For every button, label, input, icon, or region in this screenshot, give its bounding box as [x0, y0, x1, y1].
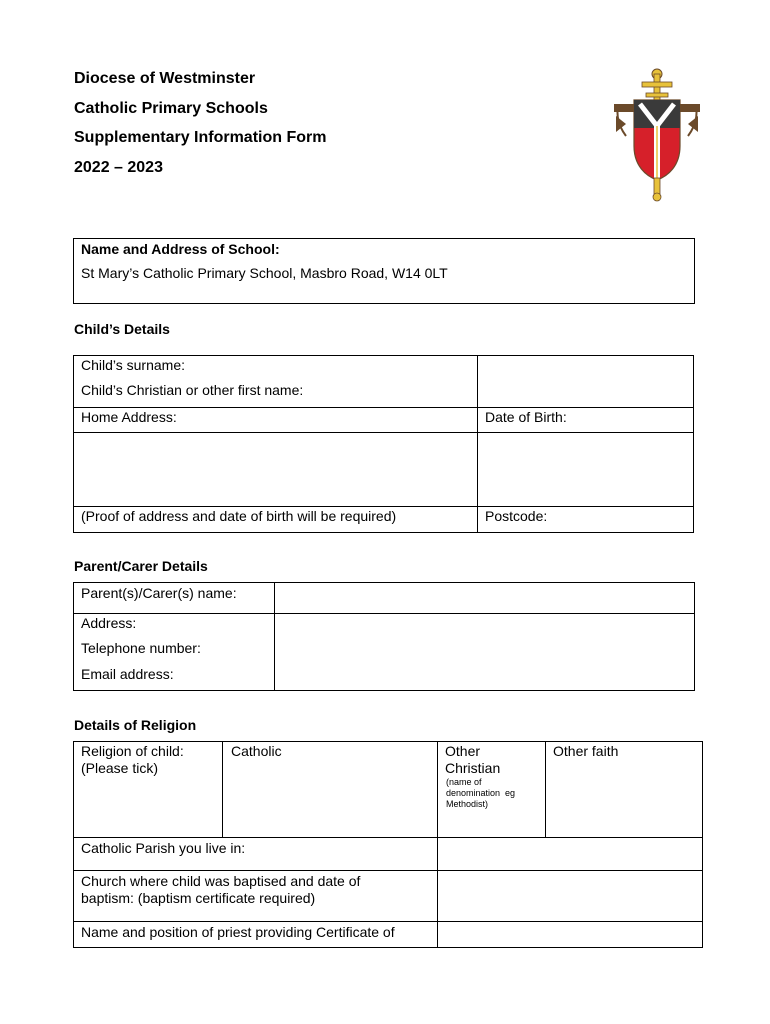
parent-telephone-label: Telephone number: [81, 640, 201, 656]
other-christian-note-2: denomination eg [446, 788, 516, 798]
parent-address-label: Address: [81, 615, 137, 631]
baptism-label-2: baptism: (baptism certificate required) [81, 890, 316, 906]
school-label: Name and Address of School: [81, 241, 280, 257]
postcode-label: Postcode: [485, 508, 548, 524]
parish-label: Catholic Parish you live in: [81, 840, 246, 856]
religion-tick-note: (Please tick) [81, 760, 159, 776]
school-value: St Mary’s Catholic Primary School, Masbro Road, W14 0LT [81, 265, 448, 281]
other-christian-note-3: Methodist) [446, 799, 489, 809]
parent-name-label: Parent(s)/Carer(s) name: [81, 585, 237, 601]
religion-section-title: Details of Religion [74, 717, 197, 733]
catholic-label: Catholic [231, 743, 282, 759]
dob-label: Date of Birth: [485, 409, 567, 425]
title-schools: Catholic Primary Schools [74, 100, 268, 117]
child-first-name-label: Child’s Christian or other first name: [81, 382, 304, 398]
diocese-crest-icon [612, 66, 702, 204]
other-christian-label-2: Christian [445, 760, 501, 776]
other-christian-note-1: (name of [446, 777, 482, 787]
title-form: Supplementary Information Form [74, 129, 327, 146]
priest-label: Name and position of priest providing Certificate of [81, 924, 395, 940]
baptism-label-1: Church where child was baptised and date of [81, 873, 361, 889]
other-christian-label-1: Other [445, 743, 481, 759]
proof-note: (Proof of address and date of birth will be required) [81, 508, 397, 524]
other-faith-label: Other faith [553, 743, 619, 759]
parent-section-title: Parent/Carer Details [74, 558, 208, 574]
parent-email-label: Email address: [81, 666, 174, 682]
title-year: 2022 – 2023 [74, 159, 163, 176]
child-surname-label: Child’s surname: [81, 357, 186, 373]
child-section-title: Child’s Details [74, 321, 170, 337]
title-diocese: Diocese of Westminster [74, 70, 256, 87]
home-address-label: Home Address: [81, 409, 177, 425]
religion-label: Religion of child: [81, 743, 184, 759]
